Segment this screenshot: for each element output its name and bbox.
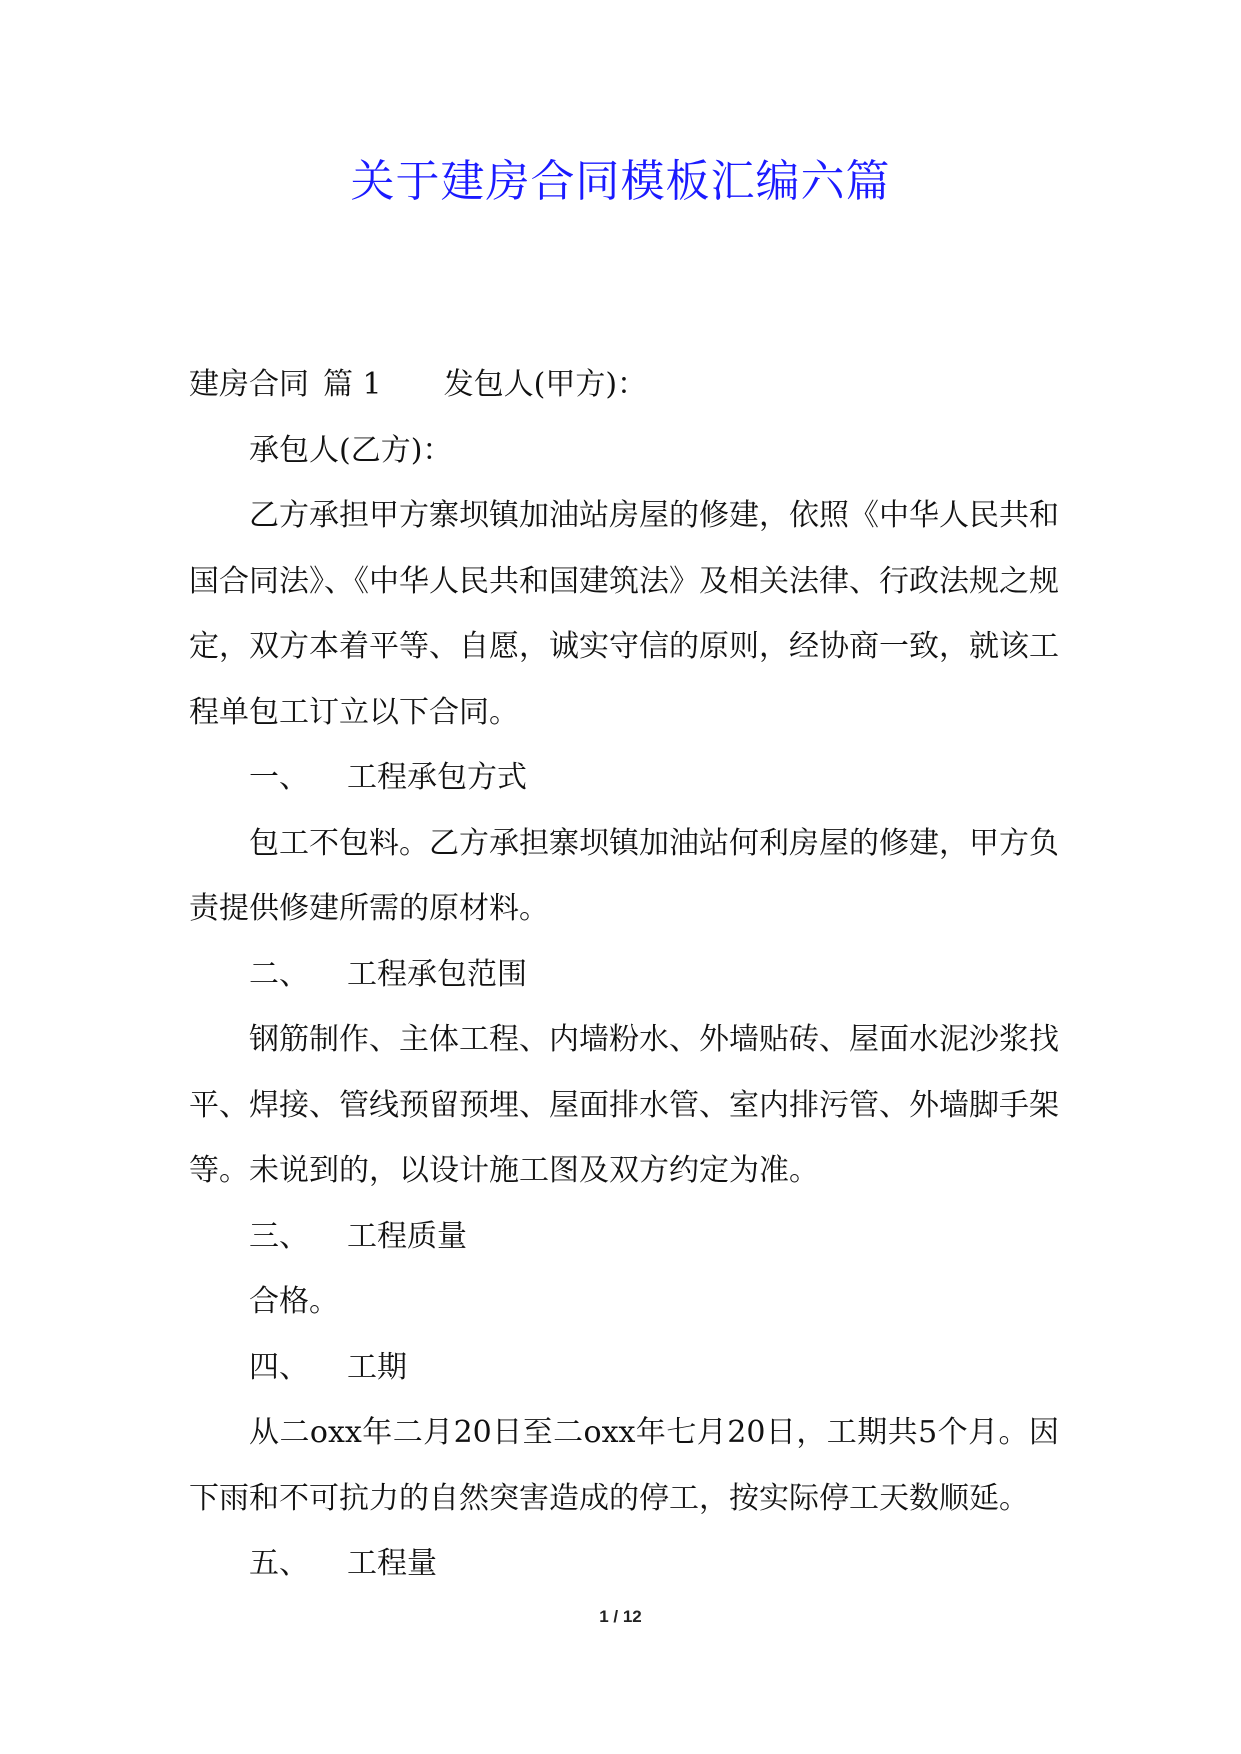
section-heading-4 xyxy=(189,1335,1059,1401)
party-b-label: 承包人(乙方)： xyxy=(249,432,453,468)
section-number: 二、 xyxy=(249,956,309,992)
section-heading-1 xyxy=(189,745,1059,811)
section-number: 一、 xyxy=(249,760,309,795)
document-body xyxy=(189,352,1059,1597)
section-title: 工程承包方式 xyxy=(347,760,527,795)
paragraph-preamble: 乙方承担甲方寨坝镇加油站房屋的修建，依照《中华人民共和国合同法》、《中华人民共和国建筑法》及相关法律、行政法规之规定，双方本着平等、自愿，诚实守信的原则，经协商一致，就该工程单包工订立以下合同。 xyxy=(189,498,1059,730)
section-heading-3 xyxy=(189,1204,1059,1270)
section-number: 四、 xyxy=(249,1349,309,1385)
paragraph-schedule: 从二oxx年二月20日至二oxx年七月20日，工期共5个月。因下雨和不可抗力的自然突害造成的停工，按实际停工天数顺延。 xyxy=(189,1415,1059,1516)
paragraph-contract-method: 包工不包料。乙方承担寨坝镇加油站何利房屋的修建，甲方负责提供修建所需的原材料。 xyxy=(189,825,1059,926)
section-number: 五、 xyxy=(249,1546,309,1581)
paragraph-contract-scope: 钢筋制作、主体工程、内墙粉水、外墙贴砖、屋面水泥沙浆找平、焊接、管线预留预埋、屋面排水管、室内排污管、外墙脚手架等。未说到的，以设计施工图及双方约定为准。 xyxy=(189,1022,1059,1188)
intro-line xyxy=(189,352,1059,418)
section-title: 工程承包范围 xyxy=(347,956,527,992)
section-heading-5 xyxy=(189,1531,1059,1597)
paragraph-quality: 合格。 xyxy=(249,1284,339,1319)
document-title: 关于建房合同模板汇编六篇 xyxy=(350,156,891,207)
page-number: 1 / 12 xyxy=(599,1607,642,1626)
section-heading-2 xyxy=(189,942,1059,1008)
section-title: 工程质量 xyxy=(347,1218,467,1254)
contract-heading: 建房合同 xyxy=(189,367,309,402)
part-label: 篇 1 xyxy=(323,367,382,402)
section-number: 三、 xyxy=(249,1218,309,1254)
section-title: 工程量 xyxy=(347,1546,437,1581)
section-title: 工期 xyxy=(347,1349,407,1385)
party-a-label: 发包人(甲方)： xyxy=(443,367,648,402)
